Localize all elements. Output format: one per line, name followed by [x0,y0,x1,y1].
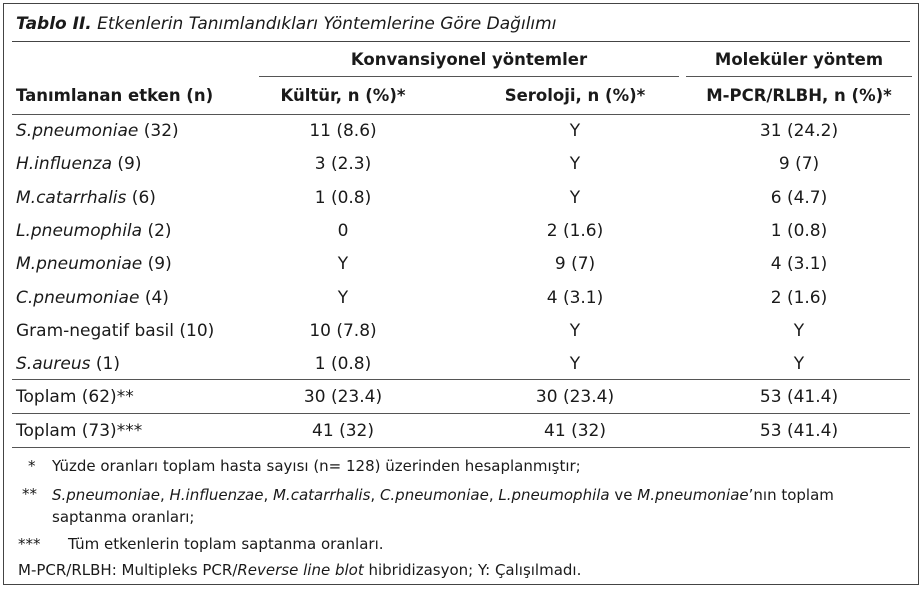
column-header-culture: Kültür, n (%)* [280,86,406,105]
cell-mpcr: 9 (7) [778,154,820,175]
rule-top [12,41,910,42]
table-frame [3,3,919,585]
organism-name: M.pneumoniae [637,486,749,504]
cell-serology: 41 (32) [544,420,606,441]
cell-culture: 1 (0.8) [314,187,372,208]
cell-serology: Y [569,154,581,175]
table-row [4,148,920,181]
cell-culture: 10 (7.8) [309,320,377,341]
cell-agent [16,182,156,215]
column-header-serology: Seroloji, n (%)* [504,86,646,105]
separator: , [263,486,273,504]
rule-group-conventional [259,76,679,77]
cell-culture: 30 (23.4) [303,387,383,408]
table-row [4,248,920,281]
rule-group-molecular [686,76,912,77]
agent-name: Toplam (73)*** [16,420,143,441]
cell-serology: Y [569,121,581,141]
cell-culture: Y [337,287,349,308]
table-title [16,14,556,34]
cell-mpcr: 31 (24.2) [759,121,839,141]
footnote-text: Tüm etkenlerin toplam saptanma oranları. [68,535,384,553]
footnote-abbrev-italic: Reverse line blot [237,561,364,579]
organism-name: M.catarrhalis [272,486,371,504]
agent-name: S.pneumoniae [16,121,139,141]
footnote-text: Yüzde oranları toplam hasta sayısı (n= 128) üzerinden hesaplanmıştır; [52,457,581,475]
cell-serology: Y [569,320,581,341]
cell-agent [16,148,142,181]
agent-name: L.pneumophila [16,220,143,241]
cell-mpcr: 4 (3.1) [770,254,828,275]
cell-mpcr: 53 (41.4) [759,387,839,408]
organism-name: L.pneumophila [498,486,610,504]
cell-agent [16,248,172,281]
table-label: Tablo II. [16,14,92,34]
group-header-molecular: Moleküler yöntem [714,50,884,69]
cell-serology: Y [569,354,581,375]
cell-agent [16,348,120,381]
organism-name: H.influenzae [169,486,264,504]
agent-name: C.pneumoniae [16,287,140,308]
cell-serology: 2 (1.6) [546,220,604,241]
agent-count: (4) [139,287,169,308]
footnote-4 [18,560,908,580]
cell-culture: 3 (2.3) [314,154,372,175]
agent-name: S.aureus [16,354,91,375]
agent-count: (32) [138,121,179,141]
cell-culture: 0 [337,220,349,241]
footnote-mark: *** [18,535,41,553]
table-row [4,415,920,448]
cell-agent [16,215,172,248]
table-row [4,115,920,148]
cell-culture: 1 (0.8) [314,354,372,375]
separator: , [488,486,499,504]
cell-culture: 41 (32) [312,420,374,441]
table-row [4,282,920,315]
cell-serology: 30 (23.4) [535,387,615,408]
agent-count: (2) [142,220,172,241]
organism-name: C.pneumoniae [379,486,489,504]
cell-culture: Y [337,254,349,275]
group-header-conventional: Konvansiyonel yöntemler [350,50,588,69]
cell-mpcr: 2 (1.6) [770,287,828,308]
cell-culture: 11 (8.6) [309,121,377,141]
cell-agent [16,115,179,148]
table-caption: Etkenlerin Tanımlandıkları Yöntemlerine Göre Dağılımı [97,14,557,34]
table-row [4,381,920,414]
separator: , [159,486,170,504]
footnote-abbrev: M-PCR/RLBH: Multipleks PCR/ [18,561,238,579]
table-row [4,348,920,381]
cell-serology: 4 (3.1) [546,287,604,308]
agent-name: Toplam (62)** [16,387,134,408]
cell-serology: 9 (7) [554,254,596,275]
agent-name: M.pneumoniae [16,254,143,275]
column-header-agent: Tanımlanan etken (n) [16,86,214,105]
rule-total-mid [12,413,910,414]
agent-count: (9) [142,254,172,275]
organism-name: S.pneumoniae [52,486,160,504]
cell-agent [16,381,134,414]
cell-agent [16,415,142,448]
separator: ve [609,486,638,504]
separator: , [370,486,380,504]
cell-agent [16,282,169,315]
column-header-mpcr: M-PCR/RLBH, n (%)* [706,86,892,105]
agent-count: (6) [126,187,156,208]
cell-mpcr: Y [793,320,805,341]
footnote-mark: ** [22,485,37,503]
agent-name: H.influenza [16,154,113,175]
cell-serology: Y [569,187,581,208]
cell-mpcr: 1 (0.8) [770,220,828,241]
footnote-tail: ’nın toplam saptanma oranları; [52,486,834,526]
table-row [4,215,920,248]
agent-count: (9) [112,154,142,175]
rule-total-top [12,379,910,380]
footnote-abbrev-tail: hibridizasyon; Y: Çalışılmadı. [363,561,582,579]
cell-mpcr: 6 (4.7) [770,187,828,208]
cell-mpcr: Y [793,354,805,375]
agent-count: (1) [90,354,120,375]
rule-bottom [12,447,910,448]
footnote-mark: * [28,457,36,475]
cell-mpcr: 53 (41.4) [759,420,839,441]
cell-agent [16,315,214,348]
agent-name: M.catarrhalis [16,187,127,208]
table-row [4,315,920,348]
agent-name: Gram-negatif basil (10) [16,320,215,341]
table-row [4,182,920,215]
